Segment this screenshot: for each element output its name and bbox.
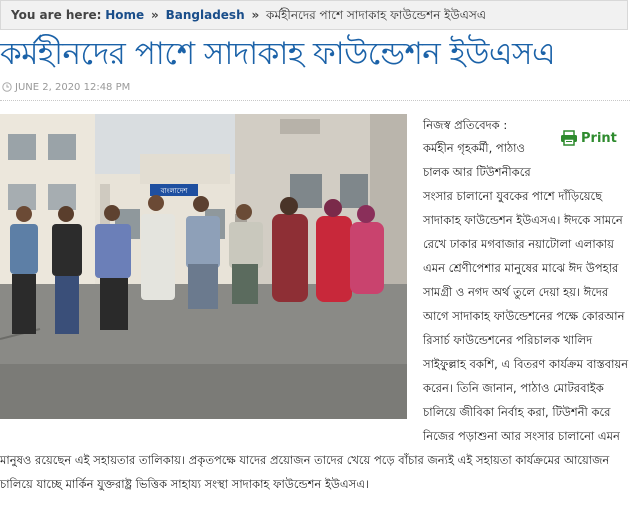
- body-line: মানুষও রয়েছেন এই সহায়তার তালিকায়। প্রকৃতপক্ষে যাদের প্রয়োজন তাদের খেয়ে পড়ে বাঁচার জন্যই এই সহায়তা কার্যক্রমের আয়োজন: [0, 453, 610, 467]
- body-line: চালক আর টিউশনীকরে: [423, 165, 531, 179]
- body-line: রিসার্চ ফাউন্ডেশনের পরিচালক খালিদ: [423, 333, 593, 347]
- post-date: [2, 80, 130, 96]
- photo-banner-text: বাংলাদেশ: [160, 187, 188, 195]
- article-photo: [0, 114, 407, 419]
- body-line: সাইফুল্লাহ বকশি, এ বিতরণ কার্যক্রম বাস্তবায়ন: [423, 357, 629, 371]
- body-line: করেন। তিনি জানান, পাঠাও মোটরবাইক: [423, 381, 604, 395]
- body-line: চালিয়ে জীবিকা নির্বাহ করা, টিউশনী করে: [423, 405, 611, 419]
- body-line: কর্মহীন গৃহকর্মী, পাঠাও: [423, 141, 525, 155]
- byline: নিজস্ব প্রতিবেদক :: [423, 118, 508, 132]
- post-date-text: JUNE 2, 2020 12:48 PM: [15, 82, 131, 93]
- body-line: সাদাকাহ ফাউন্ডেশন ইউএসএ। ঈদকে সামনে: [423, 213, 623, 227]
- breadcrumb-current: কর্মহীনদের পাশে সাদাকাহ ফাউন্ডেশন ইউএসএ: [266, 8, 486, 22]
- divider: [0, 100, 630, 101]
- print-label: Print: [581, 130, 617, 146]
- breadcrumb-home-link[interactable]: Home: [105, 8, 145, 22]
- page-title: কর্মহীনদের পাশে সাদাকাহ ফাউন্ডেশন ইউএসএ: [0, 36, 556, 72]
- breadcrumb-lead: You are here:: [11, 8, 102, 22]
- printer-icon: [560, 130, 578, 146]
- body-line: এমন শ্রেণীপেশার মানুষের মাঝে ঈদ উপহার: [423, 261, 619, 275]
- print-button[interactable]: [560, 128, 618, 148]
- clock-icon: [2, 82, 12, 92]
- body-line: রেখে ঢাকার মগবাজার নয়াটোলা এলাকায়: [423, 237, 614, 251]
- breadcrumb-separator: »: [151, 8, 159, 22]
- body-line: সংসার চালানো যুবকের পাশে দাঁড়িয়েছে: [423, 189, 603, 203]
- body-line: সামগ্রী ও নগদ অর্থ তুলে দেয়া হয়। ঈদের: [423, 285, 609, 299]
- body-line: আগে সাদাকাহ ফাউন্ডেশনের পক্ষে কোরআন: [423, 309, 625, 323]
- breadcrumb-category-link[interactable]: Bangladesh: [165, 8, 245, 22]
- body-line: নিজের পড়াশুনা আর সংসার চালানো এমন: [423, 429, 620, 443]
- body-line: চালিয়ে যাচ্ছে মার্কিন যুক্তরাষ্ট্র ভিত্তিক সাহায্য সংস্থা সাদাকাহ ফাউন্ডেশন ইউএসএ।: [0, 477, 370, 491]
- breadcrumb-separator: »: [251, 8, 260, 22]
- breadcrumb: [0, 0, 628, 30]
